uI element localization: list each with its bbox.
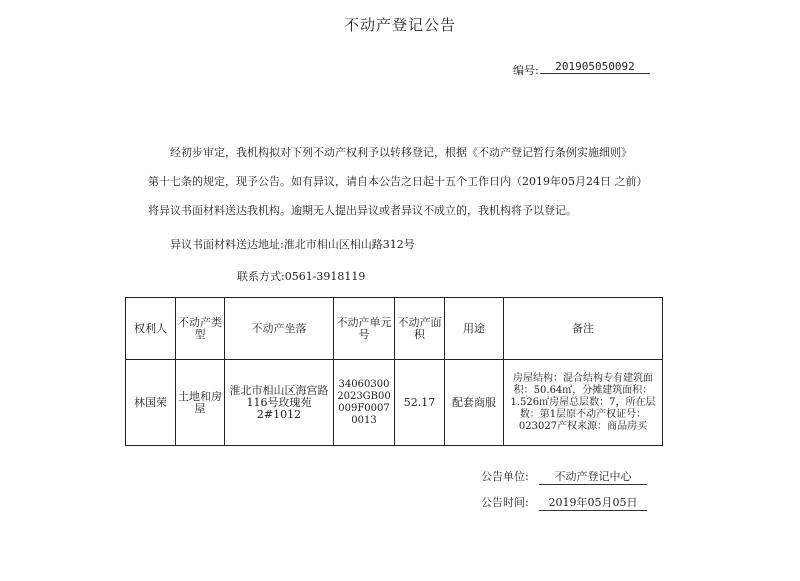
page-title: 不动产登记公告 <box>343 16 456 34</box>
objection-address: 异议书面材料送达地址:淮北市相山区相山路312号 <box>170 238 415 251</box>
cell-remarks: 房屋结构：混合结构专有建筑面积：50.64㎡，分摊建筑面积：1.526㎡房屋总层数：7，所在层数：第1层原不动产权证号：023027产权来源：商品房买 <box>504 360 663 446</box>
cell-property-type: 土地和房屋 <box>176 360 225 446</box>
table-header-row <box>126 298 663 360</box>
body-paragraph-2: 第十七条的规定，现予公告。如有异议，请自本公告之日起十五个工作日内（2019年05月24日 之前） <box>148 175 648 188</box>
issue-date-label: 公告时间: <box>481 496 529 509</box>
document-number-value: 201905050092 <box>540 60 650 74</box>
property-table <box>125 297 663 446</box>
header-remarks: 备注 <box>504 298 663 360</box>
cell-location: 淮北市相山区海宫路116号玫瑰苑2#1012 <box>225 360 334 446</box>
header-usage: 用途 <box>445 298 504 360</box>
cell-usage: 配套商服 <box>445 360 504 446</box>
document-number-label: 编号: <box>513 64 539 77</box>
body-paragraph-3: 将异议书面材料送达我机构。逾期无人提出异议或者异议不成立的，我机构将予以登记。 <box>148 204 577 217</box>
issue-date-value: 2019年05月05日 <box>539 494 647 511</box>
header-owner: 权利人 <box>126 298 176 360</box>
header-location: 不动产坐落 <box>225 298 334 360</box>
issuer-value: 不动产登记中心 <box>539 468 647 485</box>
body-paragraph-1: 经初步审定，我机构拟对下列不动产权利予以转移登记，根据《不动产登记暂行条例实施细则》 <box>170 146 632 159</box>
cell-area: 52.17 <box>395 360 445 446</box>
cell-unit-number: 340603002023GB00009F00070013 <box>334 360 395 446</box>
header-area: 不动产面积 <box>395 298 445 360</box>
header-property-type: 不动产类型 <box>176 298 225 360</box>
contact-info: 联系方式:0561-3918119 <box>237 270 366 283</box>
cell-owner: 林国荣 <box>126 360 176 446</box>
header-unit-number: 不动产单元号 <box>334 298 395 360</box>
issuer-label: 公告单位: <box>481 470 529 483</box>
table-row <box>126 360 663 446</box>
